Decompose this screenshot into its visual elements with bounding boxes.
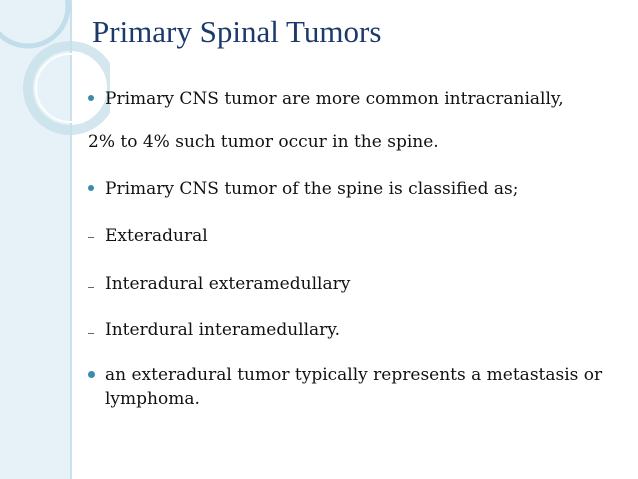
body-line: Primary CNS tumor are more common intracranially, [105,89,564,109]
bullet-dot-icon [88,371,95,378]
body-line: an exteradural tumor typically represents a metastasis or lymphoma. [105,365,603,409]
body-line: Primary CNS tumor of the spine is classified as; [105,179,519,199]
body-line: 2% to 4% such tumor occur in the spine. [88,132,439,152]
body-line: Exteradural [105,226,208,246]
body-line: Interadural exteramedullary [105,274,351,294]
dash-icon [88,333,94,334]
bullet-dot-icon [88,95,94,101]
dash-icon [88,237,94,238]
body-line: Interdural interamedullary. [105,320,341,340]
slide-title: Primary Spinal Tumors [92,14,382,49]
bullet-dot-icon [88,185,94,191]
dash-icon [88,287,94,288]
